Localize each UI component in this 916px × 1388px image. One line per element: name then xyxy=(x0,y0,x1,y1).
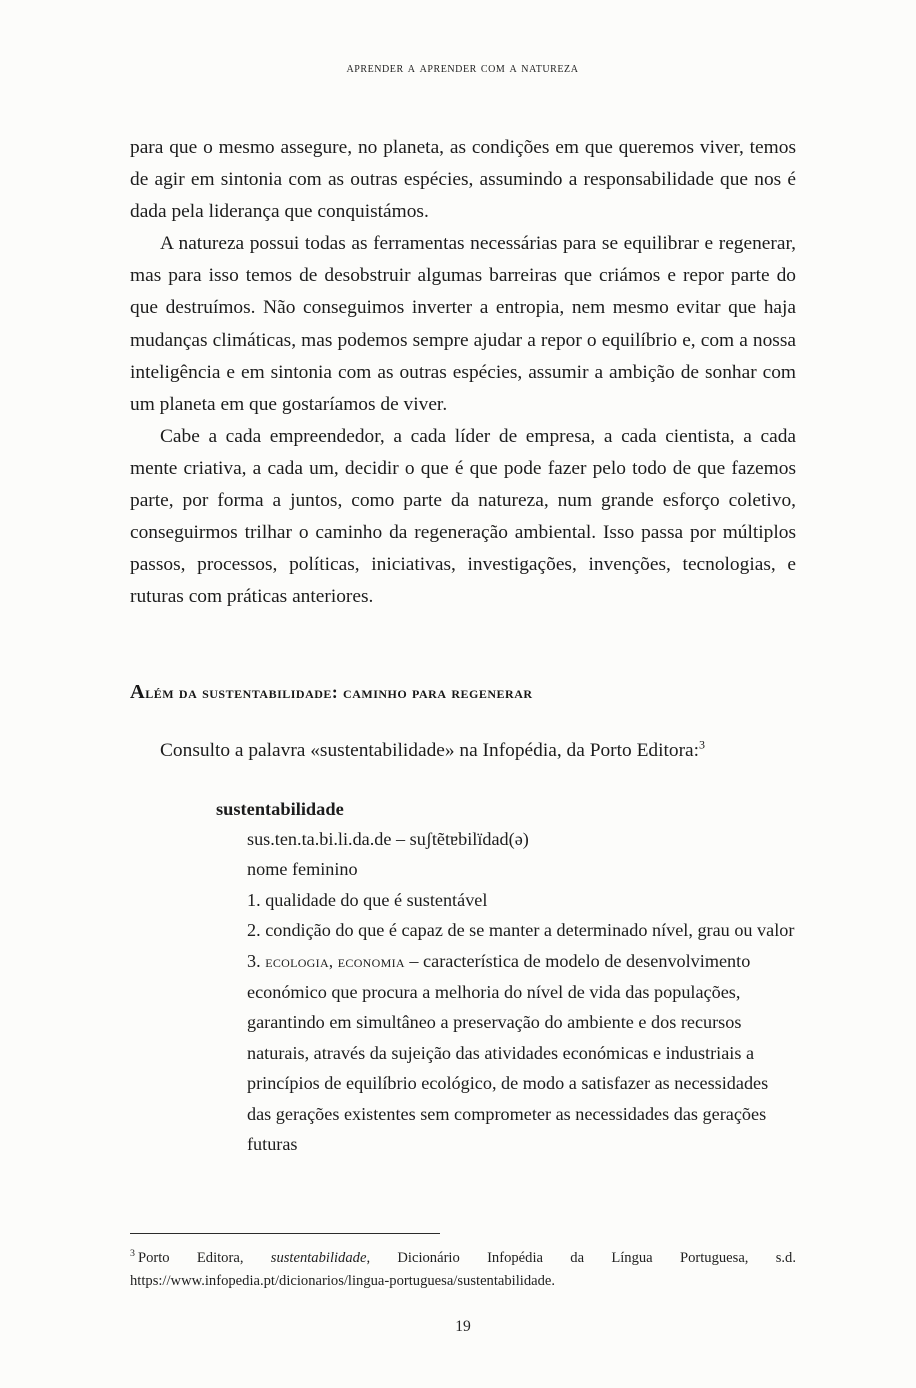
definition-domain-labels: ecologia, economia xyxy=(265,951,405,971)
dictionary-headword: sustentabilidade xyxy=(216,798,344,819)
definition-number: 2. xyxy=(247,920,261,941)
page-number: 19 xyxy=(455,1318,471,1335)
section-heading-initial: A xyxy=(130,681,146,704)
definition-text: – característica de modelo de desenvolvimento económico que procura a melhoria do nível de vida das populações, garantindo em simultâneo a preservação do ambiente e dos recursos naturais, através da sujeição das atividades económicas e industriais a princípios de equilíbrio ecológico, de modo a satisfazer as necessidades das gerações existentes sem comprometer as necessidades das gerações futuras xyxy=(247,950,769,1154)
dictionary-pronunciation: sus.ten.ta.bi.li.da.de – suʃtẽtɐbilïdad(ə) xyxy=(247,828,529,849)
dictionary-entry-block xyxy=(216,794,796,1160)
footnote-suffix: , Dicionário Infopédia da Língua Portuguesa, s.d. https://www.infopedia.pt/dicionarios/lingua-portuguesa/sustentabilidade. xyxy=(130,1250,797,1289)
quote-intro-line xyxy=(130,704,796,767)
definition-number: 3. xyxy=(247,950,261,971)
footnote-area xyxy=(130,1233,796,1292)
body-paragraph: A natureza possui todas as ferramentas necessárias para se equilibrar e regenerar, mas para isso temos de desobstruir algumas barreiras que criámos e repor parte do que destruímos. Não conseguimos inverter a entropia, nem mesmo evitar que haja mudanças climáticas, mas podemos sempre ajudar a repor o equilíbrio e, com a nossa inteligência e em sintonia com as outras espécies, assumir a ambição de sonhar com um planeta em que gostaríamos de viver. xyxy=(130,233,796,415)
footnote-text xyxy=(130,1247,796,1292)
footnote-prefix: Porto Editora, xyxy=(137,1250,271,1266)
footnote-italic-title: sustentabilidade xyxy=(270,1250,367,1266)
definition-text: qualidade do que é sustentável xyxy=(265,889,488,910)
footnote-separator-rule xyxy=(130,1233,440,1234)
body-paragraph: para que o mesmo assegure, no planeta, as condições em que queremos viver, temos de agir em sintonia com as outras espécies, assumindo a responsabilidade que nos é dada pela liderança que conquistámos. xyxy=(130,137,796,223)
quote-intro-text: Consulto a palavra «sustentabilidade» na Infopédia, da Porto Editora: xyxy=(160,740,700,762)
footnote-number: 3 xyxy=(130,1248,135,1260)
body-paragraph: Cabe a cada empreendedor, a cada líder de empresa, a cada cientista, a cada mente criativa, a cada um, decidir o que é que pode fazer pelo todo de que fazemos parte, por forma a juntos, como parte da natureza, num grande esforço coletivo, conseguirmos trilhar o caminho da regeneração ambiental. Isso passa por múltiplos passos, processos, políticas, iniciativas, investigações, invenções, tecnologias, e ruturas com práticas anteriores. xyxy=(130,425,796,608)
dictionary-definition-2 xyxy=(247,915,796,945)
definition-number: 1. xyxy=(247,889,261,910)
section-heading xyxy=(130,613,796,704)
section-heading-text: lém da sustentabilidade: caminho para regenerar xyxy=(145,682,533,703)
running-head: aprender a aprender com a natureza xyxy=(346,60,579,76)
dictionary-definition-1 xyxy=(247,885,796,915)
dictionary-grammatical-class: nome feminino xyxy=(247,859,358,880)
dictionary-entry-body xyxy=(247,824,796,1159)
text-column xyxy=(130,132,796,1159)
footnote-reference-marker[interactable]: 3 xyxy=(699,737,706,752)
dictionary-definition-3 xyxy=(247,946,796,1160)
definition-text: condição do que é capaz de se manter a determinado nível, grau ou valor xyxy=(265,920,795,941)
